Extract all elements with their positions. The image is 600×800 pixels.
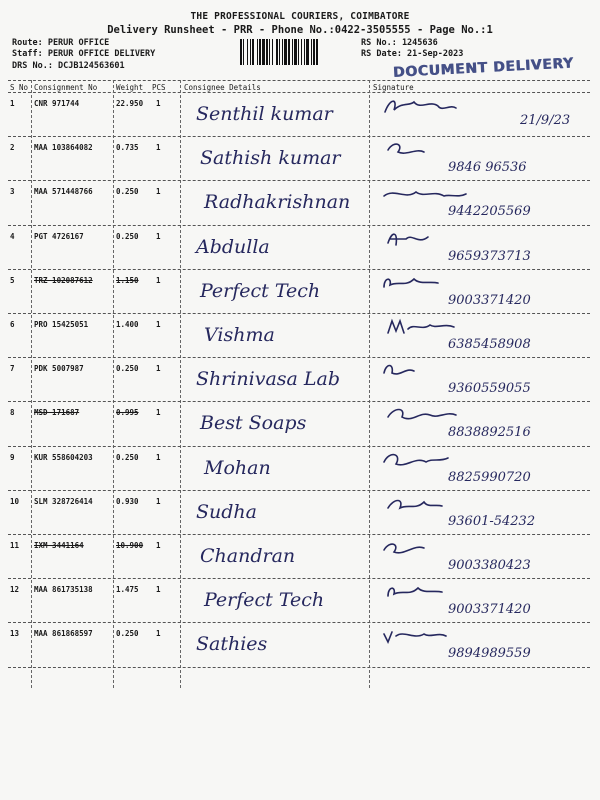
row-sno: 13 bbox=[10, 629, 20, 639]
row-delivery-date: 21/9/23 bbox=[520, 113, 571, 128]
row-consignee-handwritten: Sathish kumar bbox=[200, 147, 341, 170]
barcode-bar bbox=[243, 39, 244, 65]
barcode-bar bbox=[288, 39, 290, 65]
row-consignment-no: MAA 861868597 bbox=[34, 629, 93, 639]
row-pcs: 1 bbox=[156, 364, 161, 374]
row-consignee-handwritten: Vishma bbox=[204, 324, 275, 346]
row-sno: 10 bbox=[10, 496, 20, 506]
barcode-bar bbox=[279, 39, 280, 65]
row-phone-handwritten: 6385458908 bbox=[448, 337, 531, 352]
row-sno: 6 bbox=[10, 320, 15, 329]
runsheet-title: Delivery Runsheet - PRR - Phone No.:0422-3505555 - Page No.:1 bbox=[107, 24, 493, 36]
row-rule bbox=[8, 622, 590, 623]
row-rule bbox=[8, 578, 590, 579]
row-consignee-handwritten: Sathies bbox=[196, 633, 268, 656]
row-rule bbox=[8, 490, 590, 491]
barcode-bar bbox=[240, 39, 242, 65]
row-weight: 0.250 bbox=[116, 452, 139, 462]
signature-scribble bbox=[384, 229, 476, 251]
row-sno: 8 bbox=[10, 408, 15, 418]
signature-scribble bbox=[384, 405, 476, 427]
row-consignment-no: PGT 4726167 bbox=[34, 231, 84, 241]
row-pcs: 1 bbox=[156, 585, 161, 595]
row-sno: 1 bbox=[10, 99, 15, 108]
row-weight: 22.950 bbox=[116, 99, 144, 108]
row-phone-handwritten: 9659373713 bbox=[448, 248, 531, 264]
barcode-bar bbox=[306, 39, 309, 65]
row-weight: 0.250 bbox=[116, 364, 139, 374]
row-consignment-no: MSD 171687 bbox=[34, 408, 80, 418]
row-pcs: 1 bbox=[156, 275, 161, 285]
row-consignee-handwritten: Perfect Tech bbox=[204, 589, 325, 612]
barcode-bar bbox=[304, 39, 305, 65]
signature-scribble bbox=[384, 582, 476, 604]
col-consignment: Consignment No bbox=[34, 83, 98, 92]
row-rule bbox=[8, 446, 590, 447]
row-consignee-handwritten: Abdulla bbox=[196, 235, 270, 258]
row-consignee-handwritten: Shrinivasa Lab bbox=[196, 368, 341, 391]
row-sno: 5 bbox=[10, 275, 15, 285]
row-consignment-no: TRZ 102087612 bbox=[34, 275, 93, 285]
signature-scribble bbox=[380, 273, 472, 295]
row-consignment-no: MAA 103864082 bbox=[34, 143, 93, 153]
barcode-bar bbox=[257, 39, 258, 65]
barcode-bar bbox=[269, 39, 270, 65]
row-rule bbox=[8, 225, 590, 226]
row-rule bbox=[8, 313, 590, 314]
barcode-bar bbox=[298, 39, 299, 65]
row-pcs: 1 bbox=[156, 496, 161, 506]
row-rule bbox=[8, 136, 590, 137]
col-divider bbox=[113, 80, 114, 688]
row-pcs: 1 bbox=[156, 629, 161, 639]
row-pcs: 1 bbox=[156, 452, 161, 462]
signature-scribble bbox=[384, 140, 476, 162]
row-pcs: 1 bbox=[156, 187, 161, 197]
col-divider bbox=[180, 80, 181, 688]
row-weight: 1.400 bbox=[116, 320, 139, 329]
staff-label: Staff: PERUR OFFICE DELIVERY bbox=[12, 49, 156, 59]
row-phone-handwritten: 9003380423 bbox=[448, 558, 531, 573]
row-phone-handwritten: 9442205569 bbox=[448, 204, 531, 220]
row-consignee-handwritten: Perfect Tech bbox=[200, 279, 321, 302]
row-sno: 3 bbox=[10, 187, 15, 197]
row-phone-handwritten: 93601-54232 bbox=[448, 513, 536, 529]
col-divider bbox=[369, 80, 370, 688]
row-consignment-no: PDK 5007987 bbox=[34, 364, 84, 374]
rs-date: RS Date: 21-Sep-2023 bbox=[361, 49, 464, 59]
row-phone-handwritten: 8838892516 bbox=[448, 425, 531, 441]
barcode-bar bbox=[262, 39, 265, 65]
row-weight: 0.250 bbox=[116, 629, 139, 639]
row-pcs: 1 bbox=[156, 541, 161, 550]
row-sno: 9 bbox=[10, 452, 15, 462]
row-consignment-no: MAA 861735138 bbox=[34, 585, 93, 595]
table-top-rule bbox=[8, 80, 590, 81]
row-consignee-handwritten: Radhakrishnan bbox=[204, 191, 351, 214]
barcode-bar bbox=[266, 39, 268, 65]
signature-scribble bbox=[380, 538, 472, 560]
barcode-bar bbox=[301, 39, 302, 65]
col-pcs: PCS bbox=[152, 83, 166, 92]
signature-scribble bbox=[384, 317, 476, 339]
row-sno: 11 bbox=[10, 541, 20, 550]
signature-scribble bbox=[380, 96, 472, 118]
signature-scribble bbox=[380, 361, 472, 383]
row-rule bbox=[8, 180, 590, 181]
barcode-bar bbox=[252, 39, 254, 65]
barcode-bar bbox=[272, 39, 273, 65]
row-weight: 0.930 bbox=[116, 496, 139, 506]
company-title: THE PROFESSIONAL COURIERS, COIMBATORE bbox=[190, 11, 410, 22]
row-sno: 7 bbox=[10, 364, 15, 374]
row-consignee-handwritten: Best Soaps bbox=[200, 412, 307, 435]
document-delivery-stamp: DOCUMENT DELIVERY bbox=[392, 55, 575, 81]
barcode-bar bbox=[259, 39, 261, 65]
barcode-bar bbox=[292, 39, 293, 65]
row-phone-handwritten: 9003371420 bbox=[448, 602, 531, 618]
row-weight: 0.250 bbox=[116, 231, 139, 241]
row-rule bbox=[8, 269, 590, 270]
signature-scribble bbox=[380, 626, 472, 648]
header-rule bbox=[8, 92, 590, 93]
barcode-bar bbox=[316, 39, 318, 65]
row-consignee-handwritten: Sudha bbox=[196, 500, 257, 523]
row-consignment-no: SLM 328726414 bbox=[34, 496, 93, 506]
row-consignment-no: MAA 571448766 bbox=[34, 187, 93, 197]
col-consignee: Consignee Details bbox=[184, 83, 261, 92]
barcode-bar bbox=[294, 39, 297, 65]
row-weight: 10.900 bbox=[116, 541, 144, 550]
row-sno: 4 bbox=[10, 231, 15, 241]
row-pcs: 1 bbox=[156, 408, 161, 418]
rs-number: RS No.: 1245636 bbox=[361, 38, 438, 48]
row-consignee-handwritten: Chandran bbox=[200, 545, 296, 567]
drs-number: DRS No.: DCJB124563601 bbox=[12, 61, 125, 71]
barcode-bar bbox=[282, 39, 283, 65]
row-phone-handwritten: 9894989559 bbox=[448, 646, 531, 662]
row-consignee-handwritten: Senthil kumar bbox=[196, 103, 333, 125]
row-consignment-no: IXM 3441164 bbox=[34, 541, 84, 550]
signature-scribble bbox=[384, 494, 476, 516]
barcode-bar bbox=[250, 39, 251, 65]
row-consignment-no: KUR 558604203 bbox=[34, 452, 93, 462]
row-phone-handwritten: 9003371420 bbox=[448, 292, 531, 308]
row-phone-handwritten: 9360559055 bbox=[448, 381, 531, 397]
col-signature: Signature bbox=[373, 83, 414, 92]
row-rule bbox=[8, 401, 590, 402]
row-pcs: 1 bbox=[156, 99, 161, 108]
row-rule bbox=[8, 667, 590, 668]
col-sno: S No bbox=[10, 83, 29, 92]
barcode-bar bbox=[276, 39, 278, 65]
barcode-bar bbox=[313, 39, 315, 65]
row-weight: 0.995 bbox=[116, 408, 139, 418]
barcode-bar bbox=[247, 39, 248, 65]
row-sno: 2 bbox=[10, 143, 15, 153]
row-pcs: 1 bbox=[156, 231, 161, 241]
row-consignee-handwritten: Mohan bbox=[204, 456, 271, 479]
row-consignment-no: PRO 15425051 bbox=[34, 320, 89, 329]
row-pcs: 1 bbox=[156, 143, 161, 153]
row-rule bbox=[8, 357, 590, 358]
signature-scribble bbox=[380, 450, 472, 472]
row-weight: 0.250 bbox=[116, 187, 139, 197]
row-weight: 1.475 bbox=[116, 585, 139, 595]
route-label: Route: PERUR OFFICE bbox=[12, 38, 110, 48]
row-rule bbox=[8, 534, 590, 535]
row-pcs: 1 bbox=[156, 320, 161, 329]
barcode-icon bbox=[240, 39, 354, 65]
row-consignment-no: CNR 971744 bbox=[34, 99, 80, 108]
row-phone-handwritten: 8825990720 bbox=[448, 469, 531, 485]
row-phone-handwritten: 9846 96536 bbox=[448, 160, 527, 176]
row-weight: 0.735 bbox=[116, 143, 139, 153]
signature-scribble bbox=[380, 184, 472, 206]
barcode-bar bbox=[311, 39, 312, 65]
col-weight: Weight bbox=[116, 83, 144, 92]
barcode-bar bbox=[284, 39, 287, 65]
row-sno: 12 bbox=[10, 585, 20, 595]
col-divider bbox=[31, 80, 32, 688]
row-weight: 1.150 bbox=[116, 275, 139, 285]
